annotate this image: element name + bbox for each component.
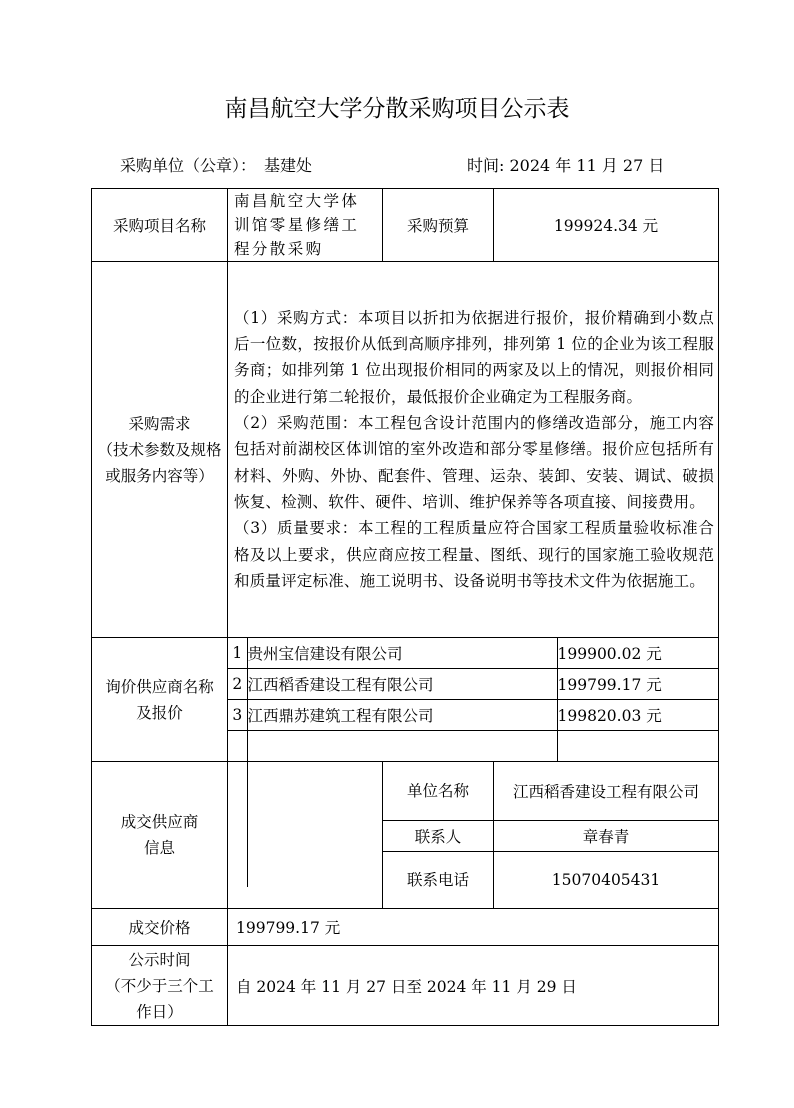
unit-value: 基建处	[264, 156, 313, 175]
supplier-price: 199900.02 元	[557, 638, 718, 669]
supplier-row	[228, 700, 718, 731]
suppliers-cell	[228, 638, 719, 762]
notice-label	[92, 946, 228, 1026]
winner-contact-value: 章春青	[494, 821, 719, 852]
requirements-row	[92, 262, 719, 638]
notice-value: 自 2024 年 11 月 27 日至 2024 年 11 月 29 日	[228, 946, 719, 1026]
supplier-index: 1	[228, 638, 247, 669]
requirements-label-sub: （技术参数及规格或服务内容等）	[97, 440, 222, 485]
supplier-price: 199820.03 元	[557, 700, 718, 731]
project-name-value: 南昌航空大学体训馆零星修缮工程分散采购	[228, 189, 383, 262]
winner-contact-label: 联系人	[383, 821, 494, 852]
suppliers-row	[92, 638, 719, 762]
winner-divider	[247, 742, 248, 887]
requirement-paragraph: （3）质量要求：本工程的工程质量应符合国家工程质量验收标准合格及以上要求，供应商应按工程量、图纸、现行的国家施工验收规范和质量评定标准、施工说明书、设备说明书等技术文件为依据施工。	[234, 519, 715, 590]
deal-price-label: 成交价格	[92, 909, 228, 946]
date-line	[467, 153, 664, 176]
notice-label-sub: （不少于三个工作日）	[105, 976, 214, 1021]
budget-label: 采购预算	[383, 189, 494, 262]
budget-value: 199924.34 元	[494, 189, 719, 262]
purchasing-unit	[120, 153, 312, 176]
notice-row	[92, 946, 719, 1026]
project-name-label: 采购项目名称	[92, 189, 228, 262]
supplier-row	[228, 638, 718, 669]
requirements-label-main: 采购需求	[128, 414, 191, 433]
supplier-price: 199799.17 元	[557, 669, 718, 700]
winner-unit-value: 江西稻香建设工程有限公司	[494, 762, 719, 821]
winner-unit-label: 单位名称	[383, 762, 494, 821]
requirement-paragraph: （1）采购方式：本项目以折扣为依据进行报价，报价精确到小数点后一位数，按报价从低到高顺序排列，排列第 1 位的企业为该工程服务商；如排列第 1 位出现报价相同的两家及以上的情况，则报价相同的企业进行第二轮报价，最低报价企业确定为工程服务商。	[234, 308, 715, 406]
time-label: 时间:	[467, 156, 505, 175]
requirement-paragraph: （2）采购范围：本工程包含设计范围内的修缮改造部分，施工内容包括对前湖校区体训馆的室外改造和部分零星修缮。报价应包括所有材料、外购、外协、配套件、管理、运杂、装卸、安装、调试、破损恢复、检测、软件、硬件、培训、维护保养等各项直接、间接费用。	[234, 414, 715, 511]
unit-label: 采购单位（公章）：	[120, 156, 257, 175]
supplier-row-empty	[228, 731, 718, 762]
winner-phone-value: 15070405431	[494, 852, 719, 909]
requirements-content	[228, 262, 719, 638]
requirements-label	[92, 262, 228, 638]
winner-unit-row	[92, 762, 719, 821]
supplier-name: 贵州宝信建设有限公司	[247, 638, 557, 669]
winner-phone-label: 联系电话	[383, 852, 494, 909]
supplier-name: 江西稻香建设工程有限公司	[247, 669, 557, 700]
notice-label-main: 公示时间	[128, 950, 191, 969]
supplier-index: 3	[228, 700, 247, 731]
deal-price-value: 199799.17 元	[228, 909, 719, 946]
supplier-name: 江西鼎苏建筑工程有限公司	[247, 700, 557, 731]
suppliers-label: 询价供应商名称及报价	[92, 638, 228, 762]
suppliers-table	[228, 638, 718, 761]
deal-price-row	[92, 909, 719, 946]
supplier-row	[228, 669, 718, 700]
time-value: 2024 年 11 月 27 日	[509, 156, 665, 175]
winner-label: 成交供应商信息	[92, 762, 228, 909]
procurement-table	[91, 188, 719, 1026]
supplier-index: 2	[228, 669, 247, 700]
page-title: 南昌航空大学分散采购项目公示表	[224, 96, 570, 122]
project-row	[92, 189, 719, 262]
